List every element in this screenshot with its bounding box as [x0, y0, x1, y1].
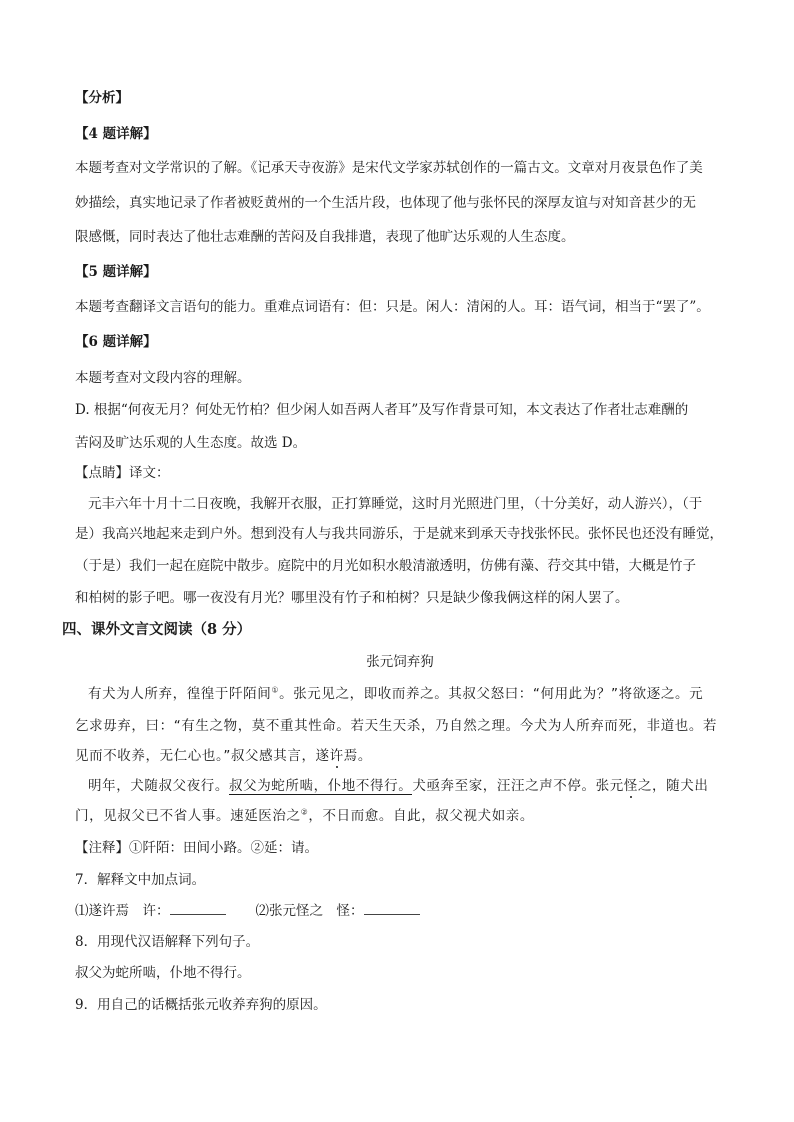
story-p2-line-2	[75, 806, 725, 826]
q7-answer-blank-1[interactable]	[170, 900, 226, 915]
q6-line-3: 苦闷及旷达乐观的人生态度。故选 D。	[75, 435, 307, 451]
q5-line-1: 本题考查翻译文言语句的能力。重难点词语有：但：只是。闲人：清闲的人。耳：语气词，相当于“罢了”。	[75, 299, 710, 315]
q7-heading: 7．解释文中加点词。	[75, 872, 206, 888]
q9-heading: 9．用自己的话概括张元收养弃狗的原因。	[75, 997, 327, 1013]
q4-heading: 【4 题详解】	[75, 126, 157, 142]
story-p2-text-c: 之，随犬出	[637, 778, 709, 794]
q5-heading: 【5 题详解】	[75, 264, 157, 280]
q4-line-2: 妙描绘，真实地记录了作者被贬黄州的一个生活片段，也体现了他与张怀民的深厚友谊与对知音甚少的无	[75, 195, 696, 211]
translation-line-1: 元丰六年十月十二日夜晚，我解开衣服，正打算睡觉，这时月光照进门里，（十分美好，动人游兴），（于	[88, 496, 703, 512]
dotted-word-xu: 许	[329, 748, 344, 764]
section-heading: 四、课外文言文阅读（8 分）	[62, 621, 252, 638]
q7-item-1-label: ⑴遂许焉 许：	[75, 903, 170, 919]
dianjing-label: 【点睛】译文：	[75, 465, 170, 481]
story-p1-line-2: 乞求毋弃，曰：“有生之物，莫不重其性命。若天生天杀，乃自然之理。今犬为人所弃而死，非道也。若	[75, 718, 718, 734]
q8-sentence: 叔父为蛇所啮，仆地不得行。	[75, 965, 251, 981]
q4-line-1: 本题考查对文学常识的了解。《记承天寺夜游》是宋代文学家苏轼创作的一篇古文。文章对月夜景色作了美	[75, 160, 703, 176]
q7-items	[75, 900, 725, 921]
q7-item-2-label: ⑵张元怪之 怪：	[255, 903, 364, 919]
story-p2-line2-b: ，不日而愈。自此，叔父视犬如亲。	[308, 808, 534, 824]
underlined-sentence: 叔父为蛇所啮，仆地不得行。	[229, 778, 413, 794]
q8-heading: 8．用现代汉语解释下列句子。	[75, 934, 260, 950]
story-p2-text-b: 犬亟奔至家，汪汪之声不停。张元	[412, 778, 624, 794]
annotation-notes: 【注释】①阡陌：田间小路。②延：请。	[75, 840, 318, 856]
story-p1-text-a: 有犬为人所弃，徨徨于阡陌间	[88, 686, 272, 702]
analysis-label: 【分析】	[75, 90, 129, 106]
q4-line-3: 限感慨，同时表达了他壮志难酬的苦闷及自我排遣，表现了他旷达乐观的人生态度。	[75, 229, 575, 245]
dotted-word-guai: 怪	[623, 778, 638, 794]
translation-line-4: 和柏树的影子吧。哪一夜没有月光？哪里没有竹子和柏树？只是缺少像我俩这样的闲人罢了。	[75, 590, 629, 606]
story-p1-line3-a: 见而不收养，无仁心也。”叔父感其言，遂	[75, 748, 330, 764]
q6-line-2: D. 根据“何夜无月？何处无竹柏？但少闲人如吾两人者耳”及写作背景可知，本文表达了作者壮志难酬的	[75, 402, 689, 418]
footnote-ref-2: ②	[300, 807, 309, 817]
q6-heading: 【6 题详解】	[75, 334, 157, 350]
story-p1-text-b: 。张元见之，即收而养之。其叔父怒曰：“何用此为？”将欲逐之。元	[279, 686, 704, 702]
story-p2-line2-a: 门，见叔父已不省人事。速延医治之	[75, 808, 301, 824]
story-p1-line-3	[75, 746, 725, 766]
story-title: 张元饲弃狗	[366, 654, 434, 670]
footnote-ref-1: ①	[271, 685, 280, 695]
story-p1-line-1	[88, 684, 725, 704]
q7-answer-blank-2[interactable]	[364, 900, 420, 915]
story-p1-line3-b: 焉。	[343, 748, 372, 764]
q6-line-1: 本题考查对文段内容的理解。	[75, 370, 251, 386]
translation-line-3: （于是）我们一起在庭院中散步。庭院中的月光如积水般清澈透明，仿佛有藻、荇交其中错，大概是竹子	[75, 558, 696, 574]
story-p2-line-1	[88, 776, 725, 796]
translation-line-2: 是）我高兴地起来走到户外。想到没有人与我共同游乐，于是就来到承天寺找张怀民。张怀民也还没有睡觉，	[75, 526, 723, 542]
story-p2-text-a: 明年，犬随叔父夜行。	[88, 778, 229, 794]
